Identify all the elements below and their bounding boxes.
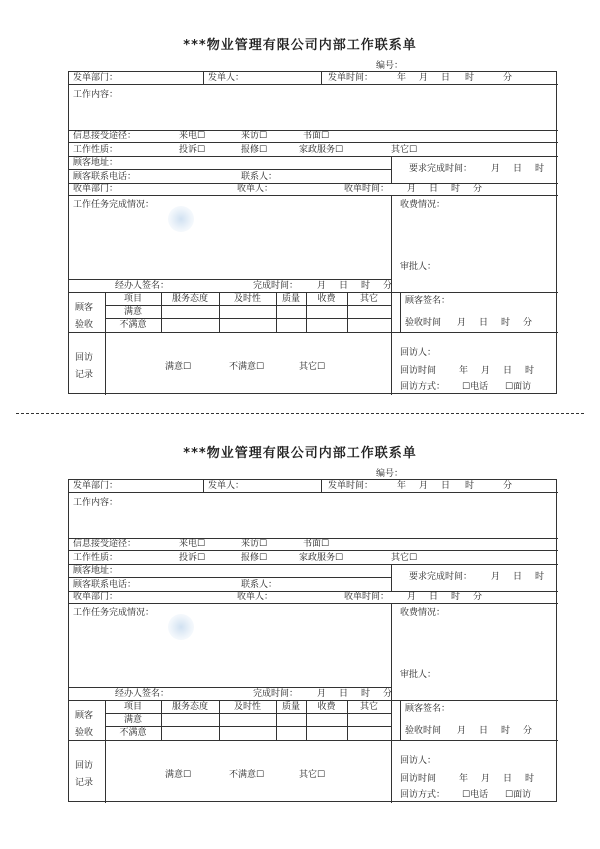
grid-line bbox=[69, 183, 558, 184]
month-unit: 月 bbox=[317, 281, 327, 291]
day-unit: 日 bbox=[441, 73, 451, 83]
hour-unit: 时 bbox=[361, 689, 371, 699]
year-unit: 年 bbox=[459, 774, 469, 784]
eval-row-satisfied: 满意 bbox=[123, 715, 142, 725]
minute-unit: 分 bbox=[473, 592, 483, 602]
required-time-label: 要求完成时间： bbox=[409, 164, 473, 174]
customer-phone-label: 顾客联系电话： bbox=[73, 580, 137, 590]
eval-row-unsatisfied: 不满意 bbox=[119, 728, 147, 738]
eval-header: 收费 bbox=[317, 294, 336, 304]
receive-time-label: 收单时间： bbox=[344, 184, 390, 194]
approver-label: 审批人： bbox=[400, 670, 437, 680]
revisit-method-label: 回访方式： bbox=[400, 790, 446, 800]
year-unit: 年 bbox=[459, 366, 469, 376]
grid-line bbox=[391, 156, 392, 183]
accept-side-label: 验收 bbox=[75, 320, 94, 330]
month-unit: 月 bbox=[457, 726, 467, 736]
checkbox-phone-method: ☐电话 bbox=[462, 382, 489, 392]
grid-line bbox=[69, 687, 391, 688]
grid-line bbox=[69, 142, 558, 143]
hour-unit: 时 bbox=[501, 318, 511, 328]
send-time-label: 发单时间： bbox=[328, 481, 374, 491]
minute-unit: 分 bbox=[383, 689, 393, 699]
month-unit: 月 bbox=[491, 572, 501, 582]
receive-time-label: 收单时间： bbox=[344, 592, 390, 602]
form-table bbox=[68, 71, 557, 394]
number-label: 编号： bbox=[376, 61, 404, 71]
hour-unit: 时 bbox=[525, 774, 535, 784]
grid-line bbox=[69, 577, 391, 578]
approver-label: 审批人： bbox=[400, 262, 437, 272]
grid-line bbox=[69, 550, 558, 551]
month-unit: 月 bbox=[407, 592, 417, 602]
hour-unit: 时 bbox=[451, 592, 461, 602]
checkbox-unsatisfied: 不满意☐ bbox=[229, 362, 265, 372]
task-status-label: 工作任务完成情况： bbox=[73, 608, 155, 618]
sender-label: 发单人： bbox=[208, 481, 245, 491]
revisit-person-label: 回访人： bbox=[400, 756, 437, 766]
day-unit: 日 bbox=[339, 281, 349, 291]
send-dept-label: 发单部门： bbox=[73, 481, 119, 491]
day-unit: 日 bbox=[503, 774, 513, 784]
grid-line bbox=[105, 726, 391, 727]
grid-line bbox=[400, 292, 401, 332]
customer-sign-label: 顾客签名： bbox=[405, 296, 451, 306]
revisit-time-label: 回访时间 bbox=[400, 366, 437, 376]
grid-line bbox=[391, 564, 392, 591]
customer-side-label: 顾客 bbox=[75, 711, 94, 721]
checkbox-repair: 报修☐ bbox=[241, 553, 268, 563]
customer-sign-label: 顾客签名： bbox=[405, 704, 451, 714]
hour-unit: 时 bbox=[525, 366, 535, 376]
work-contact-form bbox=[0, 408, 600, 808]
checkbox-unsatisfied: 不满意☐ bbox=[229, 770, 265, 780]
day-unit: 日 bbox=[513, 164, 523, 174]
grid-line bbox=[400, 700, 401, 740]
month-unit: 月 bbox=[317, 689, 327, 699]
send-time-label: 发单时间： bbox=[328, 73, 374, 83]
grid-line bbox=[69, 492, 558, 493]
revisit-side-label: 回访 bbox=[75, 761, 94, 771]
work-content-label: 工作内容： bbox=[73, 90, 119, 100]
grid-line bbox=[321, 72, 322, 84]
grid-line bbox=[69, 292, 558, 293]
grid-line bbox=[69, 740, 558, 741]
form-title: ***物业管理有限公司内部工作联系单 bbox=[183, 38, 417, 53]
checkbox-revisit-other: 其它☐ bbox=[299, 362, 326, 372]
fee-status-label: 收费情况： bbox=[400, 608, 446, 618]
checkbox-repair: 报修☐ bbox=[241, 145, 268, 155]
receive-dept-label: 收单部门： bbox=[73, 592, 119, 602]
grid-line bbox=[69, 195, 558, 196]
send-dept-label: 发单部门： bbox=[73, 73, 119, 83]
contact-label: 联系人： bbox=[241, 172, 278, 182]
done-time-label: 完成时间： bbox=[253, 689, 299, 699]
month-unit: 月 bbox=[419, 481, 429, 491]
accept-time-label: 验收时间 bbox=[405, 318, 442, 328]
work-contact-form bbox=[0, 0, 600, 400]
minute-unit: 分 bbox=[473, 184, 483, 194]
fee-status-label: 收费情况： bbox=[400, 200, 446, 210]
hour-unit: 时 bbox=[451, 184, 461, 194]
grid-line bbox=[391, 195, 392, 395]
eval-header: 及时性 bbox=[233, 294, 261, 304]
checkbox-housekeeping: 家政服务☐ bbox=[299, 145, 344, 155]
required-time-label: 要求完成时间： bbox=[409, 572, 473, 582]
minute-unit: 分 bbox=[503, 73, 513, 83]
revisit-person-label: 回访人： bbox=[400, 348, 437, 358]
hour-unit: 时 bbox=[465, 481, 475, 491]
grid-line bbox=[69, 84, 558, 85]
receiver-label: 收单人： bbox=[237, 184, 274, 194]
info-channel-label: 信息接受途径： bbox=[73, 539, 137, 549]
checkbox-other: 其它☐ bbox=[391, 553, 418, 563]
customer-address-label: 顾客地址： bbox=[73, 158, 119, 168]
grid-line bbox=[69, 279, 391, 280]
info-channel-label: 信息接受途径： bbox=[73, 131, 137, 141]
accept-side-label: 验收 bbox=[75, 728, 94, 738]
day-unit: 日 bbox=[339, 689, 349, 699]
checkbox-housekeeping: 家政服务☐ bbox=[299, 553, 344, 563]
number-label: 编号： bbox=[376, 469, 404, 479]
month-unit: 月 bbox=[407, 184, 417, 194]
grid-line bbox=[105, 713, 391, 714]
eval-row-satisfied: 满意 bbox=[123, 307, 142, 317]
grid-line bbox=[69, 700, 558, 701]
watermark-icon bbox=[168, 206, 194, 232]
day-unit: 日 bbox=[441, 481, 451, 491]
month-unit: 月 bbox=[481, 774, 491, 784]
work-nature-label: 工作性质： bbox=[73, 145, 119, 155]
minute-unit: 分 bbox=[523, 318, 533, 328]
grid-line bbox=[69, 156, 558, 157]
month-unit: 月 bbox=[491, 164, 501, 174]
hour-unit: 时 bbox=[535, 164, 545, 174]
form-title: ***物业管理有限公司内部工作联系单 bbox=[183, 446, 417, 461]
checkbox-phone: 来电☐ bbox=[179, 131, 206, 141]
eval-row-unsatisfied: 不满意 bbox=[119, 320, 147, 330]
checkbox-visit: 来访☐ bbox=[241, 131, 268, 141]
year-unit: 年 bbox=[397, 73, 407, 83]
year-unit: 年 bbox=[397, 481, 407, 491]
minute-unit: 分 bbox=[383, 281, 393, 291]
customer-phone-label: 顾客联系电话： bbox=[73, 172, 137, 182]
grid-line bbox=[321, 480, 322, 492]
eval-header: 其它 bbox=[359, 294, 378, 304]
handler-sign-label: 经办人签名： bbox=[115, 689, 170, 699]
grid-line bbox=[203, 480, 204, 492]
hour-unit: 时 bbox=[501, 726, 511, 736]
grid-line bbox=[203, 72, 204, 84]
day-unit: 日 bbox=[429, 592, 439, 602]
checkbox-satisfied: 满意☐ bbox=[165, 362, 192, 372]
eval-header: 其它 bbox=[359, 702, 378, 712]
checkbox-visit-method: ☐面访 bbox=[505, 790, 532, 800]
revisit-method-label: 回访方式： bbox=[400, 382, 446, 392]
checkbox-written: 书面☐ bbox=[303, 131, 330, 141]
accept-time-label: 验收时间 bbox=[405, 726, 442, 736]
hour-unit: 时 bbox=[465, 73, 475, 83]
eval-header: 及时性 bbox=[233, 702, 261, 712]
minute-unit: 分 bbox=[523, 726, 533, 736]
day-unit: 日 bbox=[503, 366, 513, 376]
checkbox-satisfied: 满意☐ bbox=[165, 770, 192, 780]
checkbox-written: 书面☐ bbox=[303, 539, 330, 549]
eval-header: 服务态度 bbox=[171, 702, 208, 712]
hour-unit: 时 bbox=[535, 572, 545, 582]
eval-header: 项目 bbox=[123, 702, 142, 712]
receiver-label: 收单人： bbox=[237, 592, 274, 602]
eval-header: 质量 bbox=[281, 294, 300, 304]
checkbox-revisit-other: 其它☐ bbox=[299, 770, 326, 780]
hour-unit: 时 bbox=[361, 281, 371, 291]
record-side-label: 记录 bbox=[75, 370, 94, 380]
day-unit: 日 bbox=[479, 726, 489, 736]
minute-unit: 分 bbox=[503, 481, 513, 491]
receive-dept-label: 收单部门： bbox=[73, 184, 119, 194]
day-unit: 日 bbox=[513, 572, 523, 582]
day-unit: 日 bbox=[479, 318, 489, 328]
customer-address-label: 顾客地址： bbox=[73, 566, 119, 576]
grid-line bbox=[105, 318, 391, 319]
checkbox-other: 其它☐ bbox=[391, 145, 418, 155]
work-content-label: 工作内容： bbox=[73, 498, 119, 508]
record-side-label: 记录 bbox=[75, 778, 94, 788]
checkbox-phone: 来电☐ bbox=[179, 539, 206, 549]
checkbox-visit-method: ☐面访 bbox=[505, 382, 532, 392]
month-unit: 月 bbox=[457, 318, 467, 328]
contact-label: 联系人： bbox=[241, 580, 278, 590]
checkbox-visit: 来访☐ bbox=[241, 539, 268, 549]
grid-line bbox=[105, 305, 391, 306]
watermark-icon bbox=[168, 614, 194, 640]
day-unit: 日 bbox=[429, 184, 439, 194]
eval-header: 服务态度 bbox=[171, 294, 208, 304]
revisit-time-label: 回访时间 bbox=[400, 774, 437, 784]
eval-header: 质量 bbox=[281, 702, 300, 712]
grid-line bbox=[69, 169, 391, 170]
eval-header: 收费 bbox=[317, 702, 336, 712]
grid-line bbox=[69, 564, 558, 565]
done-time-label: 完成时间： bbox=[253, 281, 299, 291]
grid-line bbox=[69, 332, 558, 333]
revisit-side-label: 回访 bbox=[75, 353, 94, 363]
sender-label: 发单人： bbox=[208, 73, 245, 83]
month-unit: 月 bbox=[419, 73, 429, 83]
grid-line bbox=[69, 591, 558, 592]
month-unit: 月 bbox=[481, 366, 491, 376]
grid-line bbox=[69, 603, 558, 604]
eval-header: 项目 bbox=[123, 294, 142, 304]
cut-line-divider bbox=[16, 413, 584, 414]
customer-side-label: 顾客 bbox=[75, 303, 94, 313]
handler-sign-label: 经办人签名： bbox=[115, 281, 170, 291]
work-nature-label: 工作性质： bbox=[73, 553, 119, 563]
form-table bbox=[68, 479, 557, 802]
checkbox-complaint: 投诉☐ bbox=[179, 145, 206, 155]
checkbox-phone-method: ☐电话 bbox=[462, 790, 489, 800]
task-status-label: 工作任务完成情况： bbox=[73, 200, 155, 210]
grid-line bbox=[391, 603, 392, 803]
checkbox-complaint: 投诉☐ bbox=[179, 553, 206, 563]
